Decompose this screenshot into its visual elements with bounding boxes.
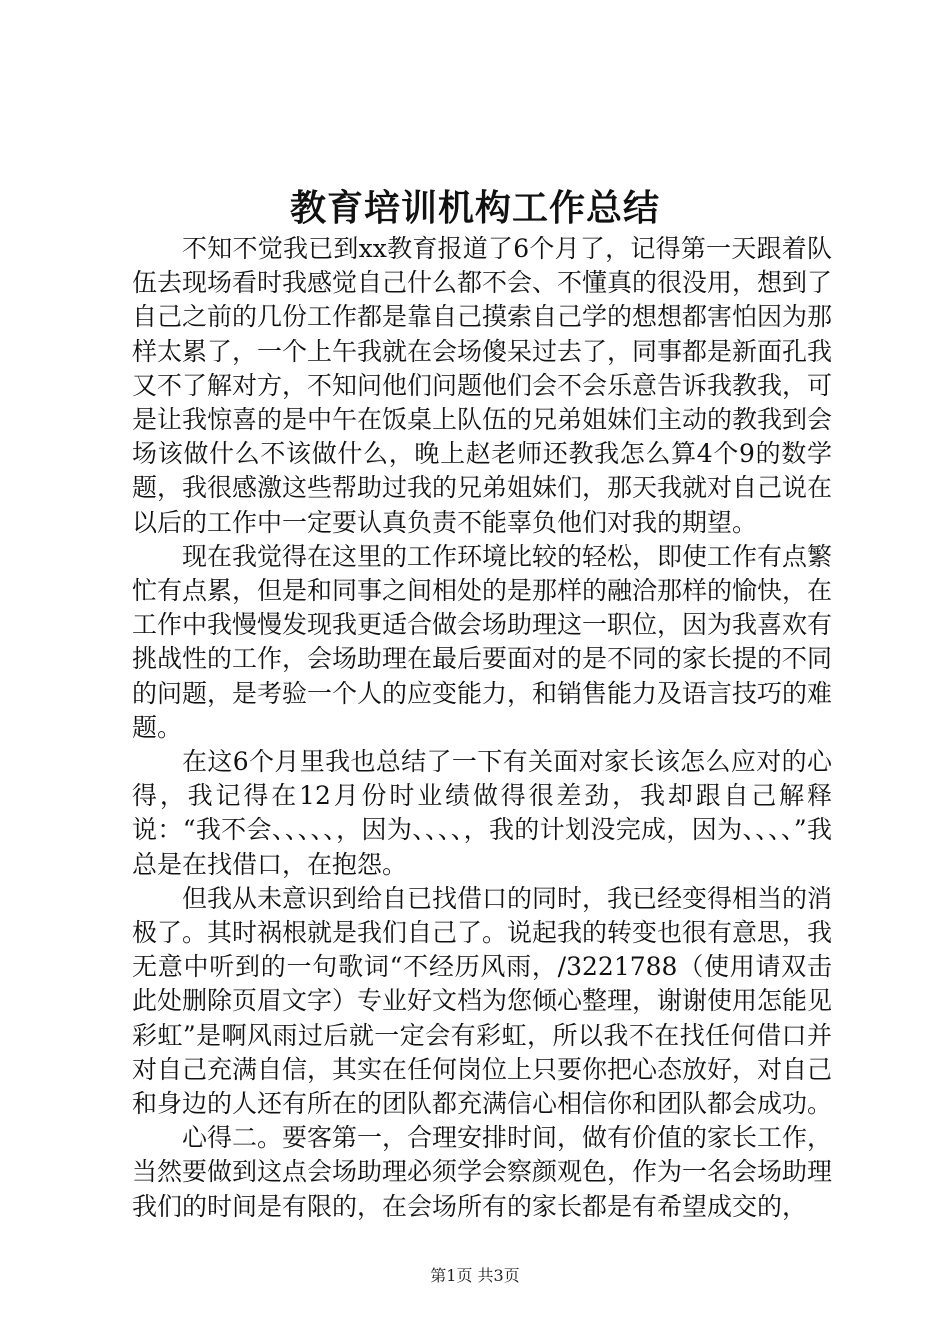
paragraph-2: 现在我觉得在这里的工作环境比较的轻松，即使工作有点繁忙有点累，但是和同事之间相处的是那样的融洽那样的愉快，在工作中我慢慢发现我更适合做会场助理这一职位，因为我喜欢有挑战性的工作，会场助理在最后要面对的是不同的家长提的不同的问题，是考验一个人的应变能力，和销售能力及语言技巧的难题。 (132, 541, 833, 742)
paragraph-1: 不知不觉我已到xx教育报道了6个月了，记得第一天跟着队伍去现场看时我感觉自己什么都不会、不懂真的很没用，想到了自己之前的几份工作都是靠自己摸索自己学的想想都害怕因为那样太累了，一个上午我就在会场傻呆过去了，同事都是新面孔我又不了解对方，不知问他们问题他们会不会乐意告诉我教我，可是让我惊喜的是中午在饭桌上队伍的兄弟姐妹们主动的教我到会场该做什么不该做什么，晚上赵老师还教我怎么算4个9的数学题，我很感激这些帮助过我的兄弟姐妹们，那天我就对自己说在以后的工作中一定要认真负责不能辜负他们对我的期望。 (132, 234, 833, 537)
paragraph-5: 心得二。要客第一，合理安排时间，做有价值的家长工作，当然要做到这点会场助理必须学会察颜观色，作为一名会场助理我们的时间是有限的，在会场所有的家长都是有希望成交的， (132, 1123, 833, 1221)
paragraph-3: 在这6个月里我也总结了一下有关面对家长该怎么应对的心得，我记得在12月份时业绩做得很差劲，我却跟自己解释说：“我不会、、、、、，因为、、、、，我的计划没完成，因为、、、、”我总是在找借口，在抱怨。 (132, 747, 832, 879)
paragraph-4: 但我从未意识到给自已找借口的同时，我已经变得相当的消极了。其时祸根就是我们自己了。说起我的转变也很有意思，我无意中听到的一句歌词“不经历风雨，/3221788（使用请双击此处删除页眉文字）专业好文档为您倾心整理，谢谢使用怎能见彩虹”是啊风雨过后就一定会有彩虹，所以我不在找任何借口并对自己充满自信，其实在任何岗位上只要你把心态放好，对自己和身边的人还有所在的团队都充满信心相信你和团队都会成功。 (132, 883, 833, 1119)
page-footer: 第1页 共3页 (430, 1266, 520, 1285)
document-title: 教育培训机构工作总结 (289, 187, 660, 229)
document-body (132, 232, 832, 1224)
